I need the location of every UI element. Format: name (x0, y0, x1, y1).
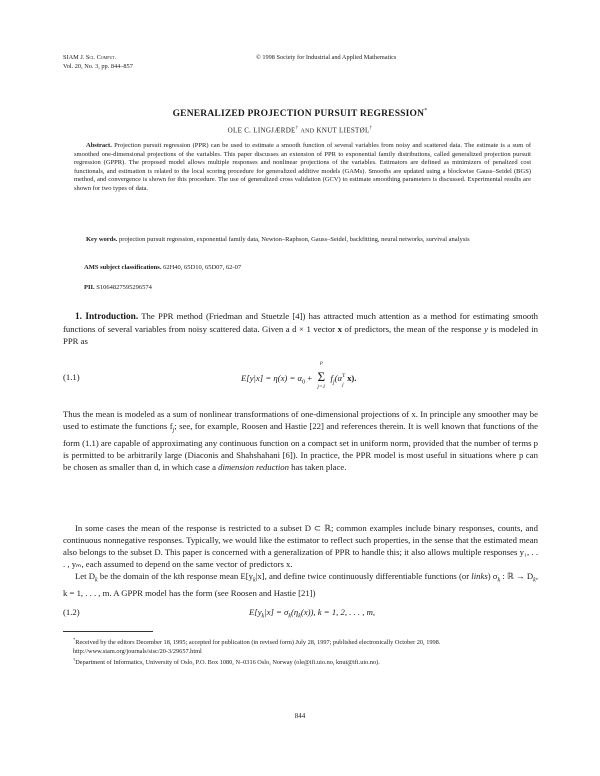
eq2-part-1: E[y (249, 607, 262, 617)
pii (84, 284, 534, 291)
p3-text: In some cases the mean of the response is restricted to a subset D ⊂ ℝ; common examples include binary responses, counts, and continuous nonnegative responses. Typically, we would like the estimator to reflect such properties, in the sense that the estimated mean also belongs to the subset D. This paper is concerned with a generalization of PPR to handle this; it also allows multiple responses y₁, . . . , yₘ, each assumed to depend on the same vector of predictors x. (63, 523, 538, 570)
footnotes (63, 636, 538, 667)
author-line (0, 126, 600, 134)
p4-sub4: k (533, 577, 536, 584)
eq2-sub-2: k (288, 613, 292, 620)
intro-vector-x: x (337, 324, 342, 335)
intro-text-c: is modeled in PPR as (63, 324, 538, 347)
ams-classifications (84, 264, 534, 271)
intro-paragraph-2 (63, 408, 538, 473)
summation-sign: Σ (317, 369, 326, 384)
pii-label: PII. (84, 284, 95, 291)
eq2-sub-3: k (298, 613, 301, 620)
p2-emphasis: dimension reduction (218, 462, 289, 473)
ams-text: 62H40, 65D10, 65D07, 62-07 (163, 264, 242, 271)
footnote-2-text: Department of Informatics, University of Oslo, P.O. Box 1080, N–0316 Oslo, Norway (ole@ifi.uio.no, knut@ifi.uio.no). (75, 659, 380, 666)
eq1-arg-sup: T (342, 373, 346, 379)
eq2-sub-1: k (261, 613, 265, 620)
journal-header (63, 54, 133, 71)
p4-text-b: be the domain of the kth response mean E[y (97, 571, 253, 581)
eq1-arg: (α (334, 373, 343, 383)
eq1-fn: f (330, 373, 333, 383)
p4-text-e: : ℝ → D (500, 571, 534, 581)
copyright-notice: © 1998 Society for Industrial and Applied Mathematics (256, 54, 397, 61)
intro-paragraph-1 (63, 310, 538, 347)
p4-text-a: Let D (75, 571, 96, 581)
footnote-1 (63, 636, 538, 648)
eq2-part-3: (η (291, 607, 299, 617)
eq2-part-2: |x] = σ (264, 607, 289, 617)
section-heading: 1. Introduction. (75, 312, 139, 322)
title-text: GENERALIZED PROJECTION PURSUIT REGRESSION (172, 109, 425, 120)
p4-text-c: |x], and define twice continuously differentiable functions (or (255, 571, 472, 581)
author-1: OLE C. LINGJÆRDE (227, 126, 296, 135)
equation-1-1-expression (241, 360, 357, 390)
p4-text-f: , k = 1, . . . , m. A GPPR model has the form (see Roosen and Hastie [21]) (63, 571, 538, 598)
p4-sub3: k (497, 577, 501, 584)
footnote-2 (63, 656, 538, 668)
footnote-1-mark: * (73, 637, 76, 642)
abstract-text: Projection pursuit regression (PPR) can be used to estimate a smooth function of several variables from noisy and scattered data. The estimate is a sum of smoothed one-dimensional projections of the variables. This paper discusses an extension of PPR to exponential family distributions, called generalized projection pursuit regression (GPPR). The proposed model allows multiple responses and nonlinear projections of the variables. Estimators are defined as minimizers of penalized cost functionals, and estimation is related to the local scoring procedure for generalized additive models (GAMs). Smooths are updated using a blockwise Gauss–Seidel (BGS) method, and convergence is shown for this procedure. The use of generalized cross validation (GCV) to estimate smoothing parameters is discussed. Experimental results are shown for two types of data. (74, 142, 532, 192)
footnote-1-url-line (63, 648, 538, 656)
eq1-lhs-sub: 0 (302, 379, 306, 386)
page-number: 844 (294, 712, 306, 720)
footnote-1-text: Received by the editors December 18, 1995; accepted for publication (in revised form) July 28, 1997; published electronically October 20, 1998. (75, 639, 441, 647)
p4-text-d: ) σ (487, 571, 498, 581)
eq1-arg-sub: j (342, 382, 344, 388)
intro-paragraph-3 (63, 522, 538, 570)
paper-title (0, 108, 600, 119)
equation-1-1-number: (1.1) (63, 372, 80, 382)
p4-sub2: k (252, 577, 256, 584)
equation-1-2-number: (1.2) (63, 607, 80, 617)
eq1-fn-sub: j (332, 379, 335, 386)
journal-volume: Vol. 20, No. 3, pp. 844–857 (63, 62, 133, 70)
author-1-mark: † (295, 126, 299, 131)
intro-paragraph-4 (63, 570, 538, 599)
footnote-2-mark: † (73, 656, 76, 662)
footnote-1-url[interactable]: http://www.siam.org/journals/sisc/20-3/29657.html (73, 647, 202, 655)
eq1-plus: + (307, 373, 313, 383)
p2-text-a: Thus the mean is modeled as a sum of nonlinear transformations of one-dimensional projections of x. In principle any smoother may be used to estimate the functions f (63, 409, 538, 432)
eq1-tail: x). (347, 373, 357, 383)
intro-text-a: The PPR method (Friedman and Stuetzle [4]) has attracted much attention as a method for estimating smooth functions of several variables from noisy scattered data. Given a d × 1 vector (63, 311, 539, 335)
eq2-part-4: (x)), k = 1, 2, . . . , m, (300, 607, 376, 617)
p2-text-c: has taken place. (288, 462, 347, 473)
keywords (74, 236, 531, 245)
author-and: AND (300, 128, 315, 135)
footnote-divider (63, 631, 153, 632)
ams-label: AMS subject classifications. (84, 264, 162, 271)
eq1-sum-lower: j=1 (317, 384, 326, 390)
intro-var-y: y (484, 324, 488, 335)
eq1-lhs: E[y|x] = η(x) = α (241, 373, 303, 383)
abstract-label: Abstract. (86, 142, 112, 149)
p2-sub: j (172, 427, 175, 434)
intro-text-b: of predictors, the mean of the response (341, 324, 485, 335)
equation-1-2-expression (249, 607, 375, 620)
abstract (74, 142, 531, 194)
keywords-text: projection pursuit regression, exponential family data, Newton–Raphson, Gauss–Seidel, backfitting, neural networks, survival analysis (119, 236, 470, 243)
author-2-mark: † (369, 126, 373, 131)
journal-name: SIAM J. Sci. Comput. (63, 54, 117, 61)
p2-text-b: ; see, for example, Roosen and Hastie [22] and references therein. It is well known that functions of the form (1.1) are capable of approximating any continuous function on a compact set in uniform norm, provided that the number of terms p is permitted to be arbitrarily large (Diaconis and Shahshahani [6]). In practice, the PPR model is most useful in situations where p can be chosen as smaller than d, in which case a (63, 421, 538, 473)
pii-text: S1064827595296574 (96, 284, 152, 291)
title-footnote-mark: * (424, 108, 428, 114)
eq1-sum-upper: p (319, 360, 323, 366)
author-2: KNUT LIESTØL (316, 126, 370, 135)
p4-sub: k (95, 577, 98, 584)
keywords-label: Key words. (86, 236, 118, 243)
p4-emphasis: links (471, 571, 488, 581)
